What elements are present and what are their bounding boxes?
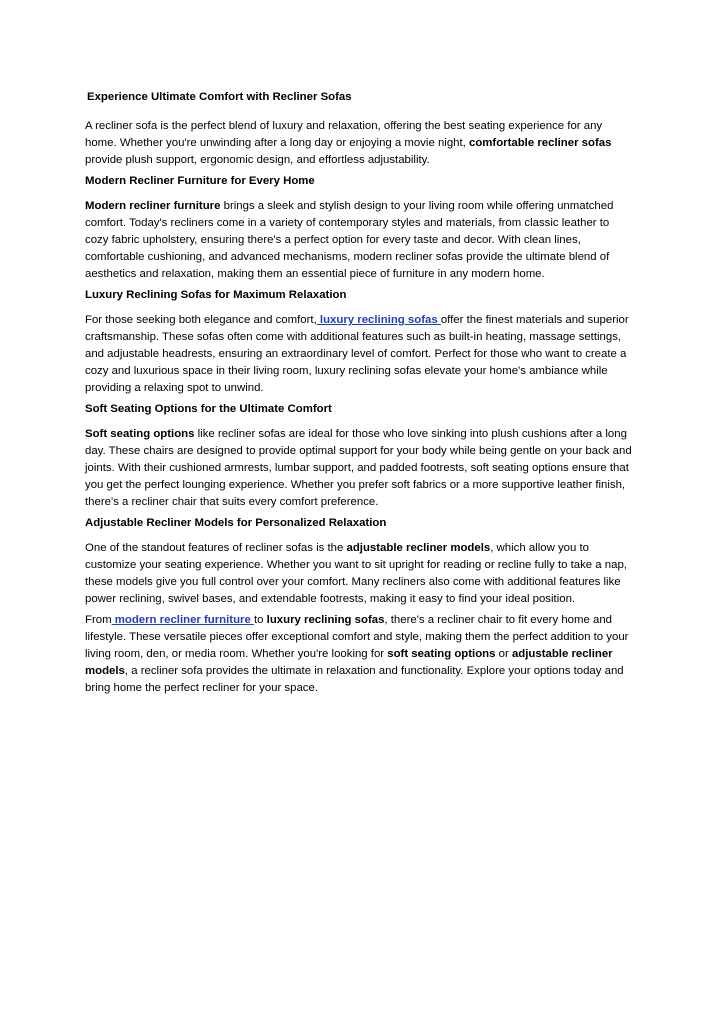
section2-text-2: offer the finest materials and superior craftsmanship. These sofas often come with additional features such as built-in heating, massage settings, and adjustable headrests, ensuring an extraordinary level of comfort. Perfect for those who want to create a cozy and luxurious space in their living room, luxury reclining sofas elevate your home's ambiance while providing a relaxing spot to unwind. [85,314,629,394]
section1-heading: Modern Recliner Furniture for Every Home [85,175,315,187]
closing-paragraph [85,612,635,697]
section2-paragraph [85,312,635,397]
intro-bold-1: comfortable recliner sofas [468,137,612,149]
section4-paragraph [85,540,635,608]
closing-bold-2: soft seating options [387,648,496,660]
closing-text-4: or [495,648,512,660]
modern-recliner-furniture-link[interactable]: modern recliner furniture [111,614,254,626]
section4-text-2: , which allow you to customize your seating experience. Whether you want to sit upright for reading or recline fully to take a nap, these models give you full control over your comfort. Many recliners also come with additional features like power reclining, swivel bases, and extendable footrests, making it easy to find your ideal position. [85,542,627,605]
intro-text-2: provide plush support, ergonomic design, and effortless adjustability. [85,154,430,166]
section1-bold-1: Modern recliner furniture [85,200,221,212]
section1-text-1: brings a sleek and stylish design to your living room while offering unmatched comfort. Today's recliners come in a variety of contemporary styles and materials, from classic leather to cozy fabric upholstery, ensuring there's a perfect option for every taste and decor. With clean lines, comfortable cushioning, and advanced mechanisms, modern recliner sofas provide the ultimate blend of aesthetics and relaxation, making them an essential piece of furniture in any modern home. [85,200,614,280]
section3-paragraph [85,426,635,511]
intro-paragraph [85,118,635,169]
section1-paragraph [85,198,635,283]
closing-text-2: to [254,614,267,626]
closing-bold-3: adjustable recliner models [85,648,613,677]
document-page [85,89,635,701]
closing-bold-1: luxury reclining sofas [266,614,385,626]
intro-text-1: A recliner sofa is the perfect blend of luxury and relaxation, offering the best seating experience for any home. Whether you're unwinding after a long day or enjoying a movie night, [85,120,603,149]
section4-bold-1: adjustable recliner models [346,542,491,554]
closing-text-5: , a recliner sofa provides the ultimate in relaxation and functionality. Explore your options today and bring home the perfect recliner for your space. [85,665,624,694]
section4-heading: Adjustable Recliner Models for Personalized Relaxation [85,517,387,529]
closing-text-3: , there's a recliner chair to fit every home and lifestyle. These versatile pieces offer exceptional comfort and style, making them the perfect addition to your living room, den, or media room. Whether you're looking for [85,614,629,660]
section3-text-1: like recliner sofas are ideal for those who love sinking into plush cushions after a long day. These chairs are designed to provide optimal support for your body while being gentle on your back and joints. With their cushioned armrests, lumbar support, and padded footrests, soft seating options ensure that you get the perfect lounging experience. Whether you prefer soft fabrics or a more supportive leather finish, there's a recliner chair that suits every comfort preference. [85,428,632,508]
document-title: Experience Ultimate Comfort with Recliner Sofas [87,91,352,103]
section2-text-1: For those seeking both elegance and comfort, [85,314,317,326]
section3-heading: Soft Seating Options for the Ultimate Comfort [85,403,332,415]
section2-heading: Luxury Reclining Sofas for Maximum Relaxation [85,289,347,301]
section3-bold-1: Soft seating options [85,428,195,440]
closing-text-1: From [85,614,112,626]
section4-text-1: One of the standout features of recliner sofas is the [85,542,347,554]
luxury-reclining-sofas-link[interactable]: luxury reclining sofas [316,314,441,326]
